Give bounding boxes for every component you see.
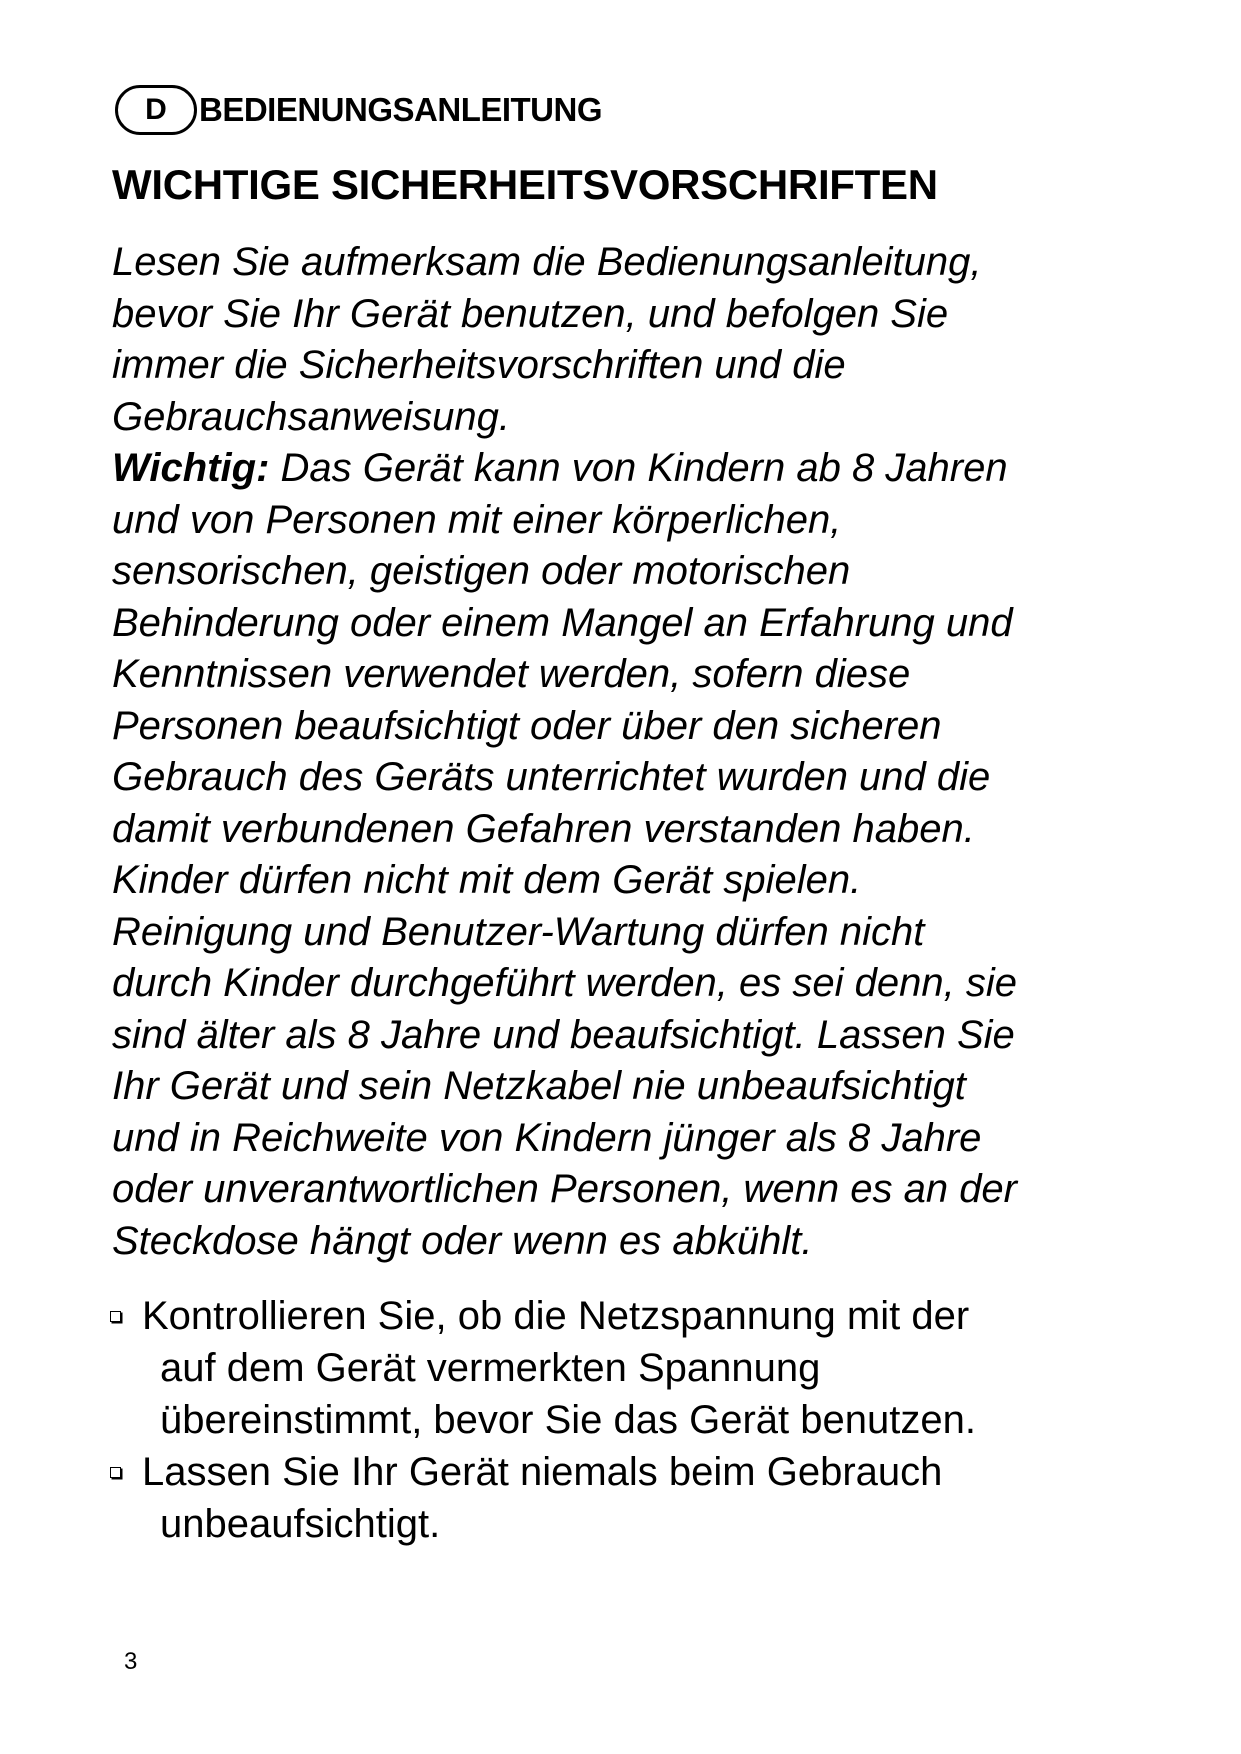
bullet-line: unbeaufsichtigt. bbox=[160, 1502, 441, 1546]
important-line: oder unverantwortlichen Personen, wenn es an der bbox=[112, 1167, 1017, 1211]
bullet-line: Kontrollieren Sie, ob die Netzspannung mit der bbox=[142, 1294, 970, 1338]
important-line: und von Personen mit einer körperlichen, bbox=[112, 497, 842, 542]
intro-line: Lesen Sie aufmerksam die Bedienungsanleitung, bbox=[112, 240, 982, 284]
bullet-line: übereinstimmt, bevor Sie das Gerät benutzen. bbox=[160, 1398, 976, 1442]
manual-header bbox=[115, 80, 602, 140]
important-line: Behinderung oder einem Mangel an Erfahrung und bbox=[112, 600, 1013, 645]
intro-line: bevor Sie Ihr Gerät benutzen, und befolgen Sie bbox=[112, 291, 949, 336]
important-line: und in Reichweite von Kindern jünger als 8 Jahre bbox=[112, 1115, 982, 1160]
bullet-item bbox=[110, 1290, 1210, 1446]
manual-title: BEDIENUNGSANLEITUNG bbox=[199, 91, 603, 128]
language-badge bbox=[115, 85, 197, 135]
safety-bullet-list bbox=[110, 1290, 1210, 1550]
bullet-item bbox=[110, 1446, 1210, 1550]
checkbox-bullet-icon bbox=[110, 1467, 121, 1478]
important-line: Reinigung und Benutzer-Wartung dürfen nicht bbox=[112, 909, 925, 954]
important-line: sensorischen, geistigen oder motorischen bbox=[112, 549, 851, 593]
intro-line: Gebrauchsanweisung. bbox=[112, 394, 511, 439]
important-line: durch Kinder durchgeführt werden, es sei denn, sie bbox=[112, 961, 1017, 1005]
important-first-line-text: Das Gerät kann von Kindern ab 8 Jahren bbox=[269, 446, 1008, 490]
important-line: Ihr Gerät und sein Netzkabel nie unbeaufsichtigt bbox=[112, 1064, 966, 1108]
important-line: Kenntnissen verwendet werden, sofern diese bbox=[112, 652, 911, 696]
safety-heading: WICHTIGE SICHERHEITSVORSCHRIFTEN bbox=[112, 161, 938, 208]
bullet-line: Lassen Sie Ihr Gerät niemals beim Gebrauch bbox=[142, 1450, 943, 1494]
important-line: Gebrauch des Geräts unterrichtet wurden und die bbox=[112, 755, 991, 799]
important-line: damit verbundenen Gefahren verstanden haben. bbox=[112, 806, 975, 851]
page-number: 3 bbox=[124, 1648, 138, 1675]
important-line: Steckdose hängt oder wenn es abkühlt. bbox=[112, 1218, 813, 1263]
important-line: Kinder dürfen nicht mit dem Gerät spielen. bbox=[112, 858, 862, 902]
checkbox-bullet-icon bbox=[110, 1311, 121, 1322]
safety-intro-text bbox=[112, 237, 1192, 1267]
important-first-line bbox=[112, 443, 1192, 495]
intro-line: immer die Sicherheitsvorschriften und die bbox=[112, 343, 846, 387]
bullet-line: auf dem Gerät vermerkten Spannung bbox=[160, 1346, 821, 1390]
language-badge-label: D bbox=[145, 93, 167, 126]
important-line: Personen beaufsichtigt oder über den sicheren bbox=[112, 703, 942, 748]
important-line: sind älter als 8 Jahre und beaufsichtigt. Lassen Sie bbox=[112, 1012, 1015, 1057]
important-label: Wichtig: bbox=[112, 446, 270, 490]
